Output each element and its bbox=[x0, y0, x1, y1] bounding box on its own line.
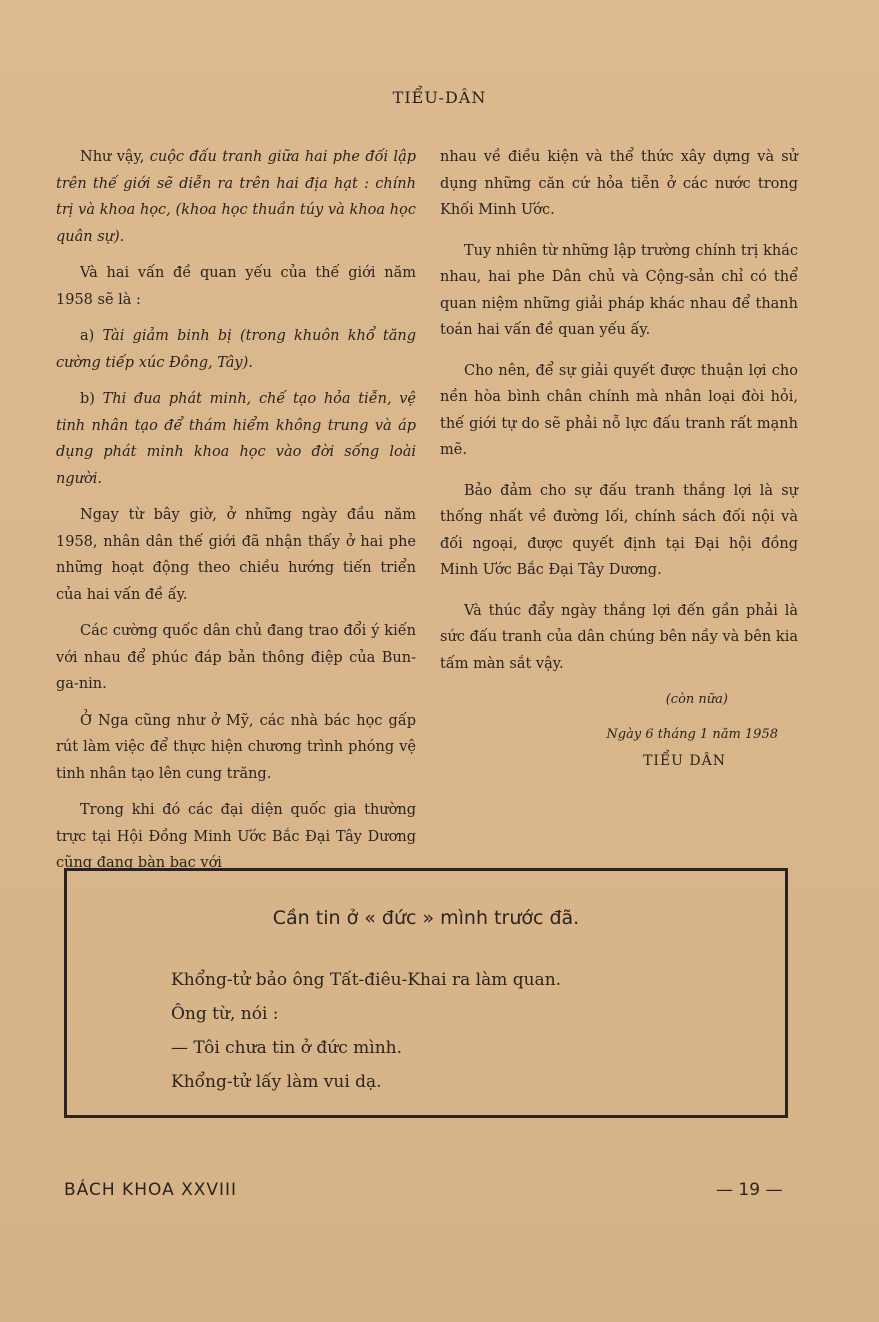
anecdote-line: Khổng-tử bảo ông Tất-điêu-Khai ra làm quan. bbox=[171, 970, 562, 990]
anecdote-box bbox=[64, 868, 788, 1118]
paragraph: Ở Nga cũng như ở Mỹ, các nhà bác học gấp rút làm việc để thực hiện chương trình phóng vệ tinh nhân tạo lên cung trăng. bbox=[56, 712, 416, 782]
running-header: TIỂU-DÂN bbox=[392, 88, 487, 107]
anecdote-line: Khổng-tử lấy làm vui dạ. bbox=[171, 1072, 382, 1092]
paragraph: Ngay từ bây giờ, ở những ngày đầu năm 1958, nhân dân thế giới đã nhận thấy ở hai phe những hoạt động theo chiều hướng tiến triển của hai vấn đề ấy. bbox=[56, 507, 416, 603]
italic-text: cuộc đấu tranh giữa hai phe đối lập trên thế giới sẽ diễn ra trên hai địa hạt : chính trị và khoa học, (khoa học thuần túy và khoa học quân sự). bbox=[56, 149, 416, 245]
text-run: Như vậy, bbox=[80, 149, 150, 165]
paragraph: Cho nên, để sự giải quyết được thuận lợi cho nền hòa bình chân chính mà nhân loại đòi hỏi, thế giới tự do sẽ phải nỗ lực đấu tranh rất mạnh mẽ. bbox=[440, 362, 798, 458]
paragraph: nhau về điều kiện và thể thức xây dựng và sử dụng những căn cứ hỏa tiễn ở các nước trong Khối Minh Ước. bbox=[440, 149, 798, 218]
italic-text: Thi đua phát minh, chế tạo hỏa tiễn, vệ tinh nhân tạo để thám hiểm không trung và áp dụng phát minh khoa học vào đời sống loài người. bbox=[56, 391, 416, 487]
text-run: b) bbox=[80, 391, 103, 407]
paragraph: Tuy nhiên từ những lập trường chính trị khác nhau, hai phe Dân chủ và Cộng-sản chỉ có thể quan niệm những giải pháp khác nhau để thanh toán hai vấn đề quan yếu ấy. bbox=[440, 242, 798, 338]
paragraph: Và thúc đẩy ngày thắng lợi đến gần phải là sức đấu tranh của dân chúng bên nầy và bên kia tấm màn sắt vậy. bbox=[440, 602, 798, 672]
paragraph bbox=[56, 323, 416, 376]
italic-text: Tài giảm binh bị (trong khuôn khổ tăng cường tiếp xúc Đông, Tây). bbox=[56, 328, 416, 371]
text-run: a) bbox=[80, 328, 103, 344]
paragraph bbox=[56, 386, 416, 492]
article-date: Ngày 6 tháng 1 năm 1958 bbox=[606, 726, 778, 742]
paragraph: Bảo đảm cho sự đấu tranh thắng lợi là sự thống nhất về đường lối, chính sách đối nội và đối ngoại, được quyết định tại Đại hội đồng Minh Ước Bắc Đại Tây Dương. bbox=[440, 482, 798, 578]
paragraph: Trong khi đó các đại diện quốc gia thường trực tại Hội Đồng Minh Ước Bắc Đại Tây Dương cũng đang bàn bạc với bbox=[56, 802, 416, 871]
anecdote-text bbox=[171, 963, 561, 1099]
anecdote-line: — Tôi chưa tin ở đức mình. bbox=[171, 1038, 402, 1058]
left-column bbox=[56, 144, 416, 887]
continued-note: (còn nữa) bbox=[665, 692, 728, 707]
anecdote-line: Ông từ, nói : bbox=[171, 1004, 279, 1024]
paragraph: Các cường quốc dân chủ đang trao đổi ý kiến với nhau để phúc đáp bản thông điệp của Bun-ga-nin. bbox=[56, 623, 416, 692]
paragraph bbox=[56, 144, 416, 250]
author-signature: TIỂU DÂN bbox=[643, 753, 726, 769]
page-number: — 19 — bbox=[716, 1180, 783, 1200]
anecdote-title: Cần tin ở « đức » mình trước đã. bbox=[272, 907, 580, 929]
paragraph: Và hai vấn đề quan yếu của thế giới năm 1958 sẽ là : bbox=[56, 265, 416, 308]
publication-name: BÁCH KHOA XXVIII bbox=[64, 1180, 238, 1200]
right-column bbox=[440, 144, 798, 775]
